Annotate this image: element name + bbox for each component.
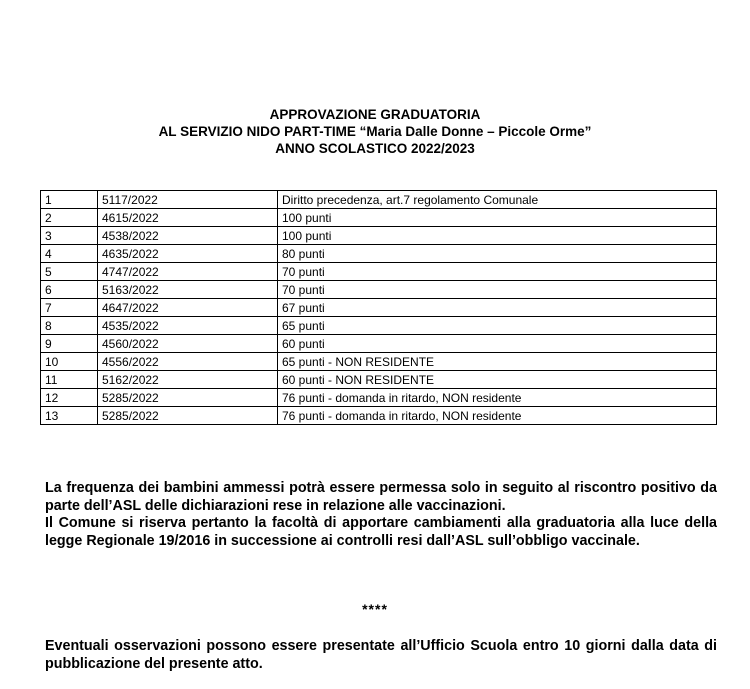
protocol-cell: 5163/2022	[98, 281, 278, 299]
rank-cell: 5	[41, 263, 98, 281]
note-cell: 60 punti	[278, 335, 717, 353]
protocol-cell: 5162/2022	[98, 371, 278, 389]
protocol-cell: 5285/2022	[98, 407, 278, 425]
document-header	[0, 106, 750, 157]
title-line-2: AL SERVIZIO NIDO PART-TIME “Maria Dalle Donne – Piccole Orme”	[158, 124, 592, 139]
title-line-3: ANNO SCOLASTICO 2022/2023	[275, 141, 475, 156]
rank-cell: 10	[41, 353, 98, 371]
note-cell: 65 punti - NON RESIDENTE	[278, 353, 717, 371]
note-cell: 76 punti - domanda in ritardo, NON residente	[278, 389, 717, 407]
ranking-table-body	[41, 191, 717, 425]
protocol-cell: 4535/2022	[98, 317, 278, 335]
protocol-cell: 4560/2022	[98, 335, 278, 353]
protocol-cell: 4647/2022	[98, 299, 278, 317]
rank-cell: 4	[41, 245, 98, 263]
note-cell: 80 punti	[278, 245, 717, 263]
vaccination-paragraph: La frequenza dei bambini ammessi potrà essere permessa solo in seguito al riscontro positivo da parte dell’ASL delle dichiarazioni rese in relazione alle vaccinazioni.	[45, 480, 717, 514]
rank-cell: 2	[41, 209, 98, 227]
protocol-cell: 4538/2022	[98, 227, 278, 245]
protocol-cell: 4556/2022	[98, 353, 278, 371]
rank-cell: 12	[41, 389, 98, 407]
protocol-cell: 4747/2022	[98, 263, 278, 281]
rank-cell: 1	[41, 191, 98, 209]
table-row	[41, 317, 717, 335]
municipality-paragraph: Il Comune si riserva pertanto la facoltà di apportare cambiamenti alla graduatoria alla luce della legge Regionale 19/2016 in successione ai controlli resi dall’ASL sull’obbligo vaccinale.	[45, 515, 717, 549]
note-cell: 70 punti	[278, 281, 717, 299]
table-row	[41, 299, 717, 317]
rank-cell: 11	[41, 371, 98, 389]
observations-paragraph: Eventuali osservazioni possono essere presentate all’Ufficio Scuola entro 10 giorni dalla data di pubblicazione del presente atto.	[45, 638, 717, 672]
rank-cell: 9	[41, 335, 98, 353]
note-cell: 100 punti	[278, 227, 717, 245]
table-row	[41, 281, 717, 299]
protocol-cell: 5117/2022	[98, 191, 278, 209]
table-row	[41, 371, 717, 389]
table-row	[41, 389, 717, 407]
rank-cell: 13	[41, 407, 98, 425]
rank-cell: 3	[41, 227, 98, 245]
note-cell: 70 punti	[278, 263, 717, 281]
table-row	[41, 353, 717, 371]
separator: ****	[362, 601, 388, 617]
note-cell: 65 punti	[278, 317, 717, 335]
note-cell: 60 punti - NON RESIDENTE	[278, 371, 717, 389]
note-cell: 100 punti	[278, 209, 717, 227]
table-row	[41, 335, 717, 353]
note-cell: 67 punti	[278, 299, 717, 317]
table-row	[41, 209, 717, 227]
rank-cell: 7	[41, 299, 98, 317]
notes-block	[45, 480, 717, 550]
protocol-cell: 4635/2022	[98, 245, 278, 263]
protocol-cell: 5285/2022	[98, 389, 278, 407]
rank-cell: 8	[41, 317, 98, 335]
table-row	[41, 245, 717, 263]
protocol-cell: 4615/2022	[98, 209, 278, 227]
table-row	[41, 407, 717, 425]
table-row	[41, 227, 717, 245]
rank-cell: 6	[41, 281, 98, 299]
table-row	[41, 191, 717, 209]
table-row	[41, 263, 717, 281]
title-line-1: APPROVAZIONE GRADUATORIA	[269, 107, 481, 122]
ranking-table	[40, 190, 717, 425]
note-cell: 76 punti - domanda in ritardo, NON residente	[278, 407, 717, 425]
note-cell: Diritto precedenza, art.7 regolamento Comunale	[278, 191, 717, 209]
